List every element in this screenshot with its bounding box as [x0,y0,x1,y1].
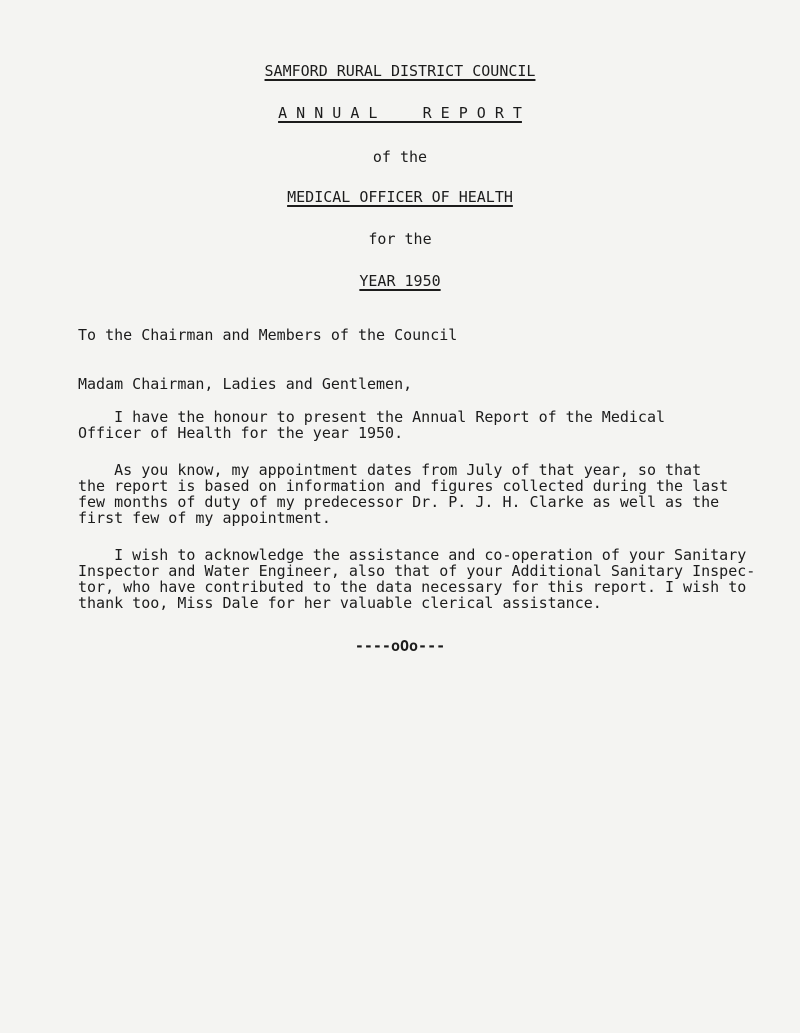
report-heading: A N N U A L R E P O R T [278,104,522,122]
paragraph-1-line-1: I have the honour to present the Annual Report of the Medical [78,408,665,426]
for-the-line: for the [368,230,432,248]
addressee-line: To the Chairman and Members of the Council [78,326,458,344]
section-divider: ----oOo--- [354,637,446,655]
report-year: YEAR 1950 [359,272,441,290]
paragraph-3-line-1: I wish to acknowledge the assistance and co-operation of your Sanitary [78,546,747,564]
paragraph-3-line-2: Inspector and Water Engineer, also that of your Additional Sanitary Inspec- [78,562,756,580]
of-the-line: of the [372,148,428,166]
paragraph-2-line-4: first few of my appointment. [78,509,331,527]
paragraph-2-line-2: the report is based on information and figures collected during the last [78,477,729,495]
paragraph-2-line-3: few months of duty of my predecessor Dr. P. J. H. Clarke as well as the [78,493,720,511]
council-title: SAMFORD RURAL DISTRICT COUNCIL [264,62,536,80]
officer-title: MEDICAL OFFICER OF HEALTH [287,188,513,206]
salutation: Madam Chairman, Ladies and Gentlemen, [78,375,413,393]
paragraph-1-line-2: Officer of Health for the year 1950. [78,424,404,442]
paragraph-3-line-4: thank too, Miss Dale for her valuable clerical assistance. [78,594,602,612]
paragraph-2-line-1: As you know, my appointment dates from July of that year, so that [78,461,702,479]
paragraph-3-line-3: tor, who have contributed to the data necessary for this report. I wish to [78,578,747,596]
